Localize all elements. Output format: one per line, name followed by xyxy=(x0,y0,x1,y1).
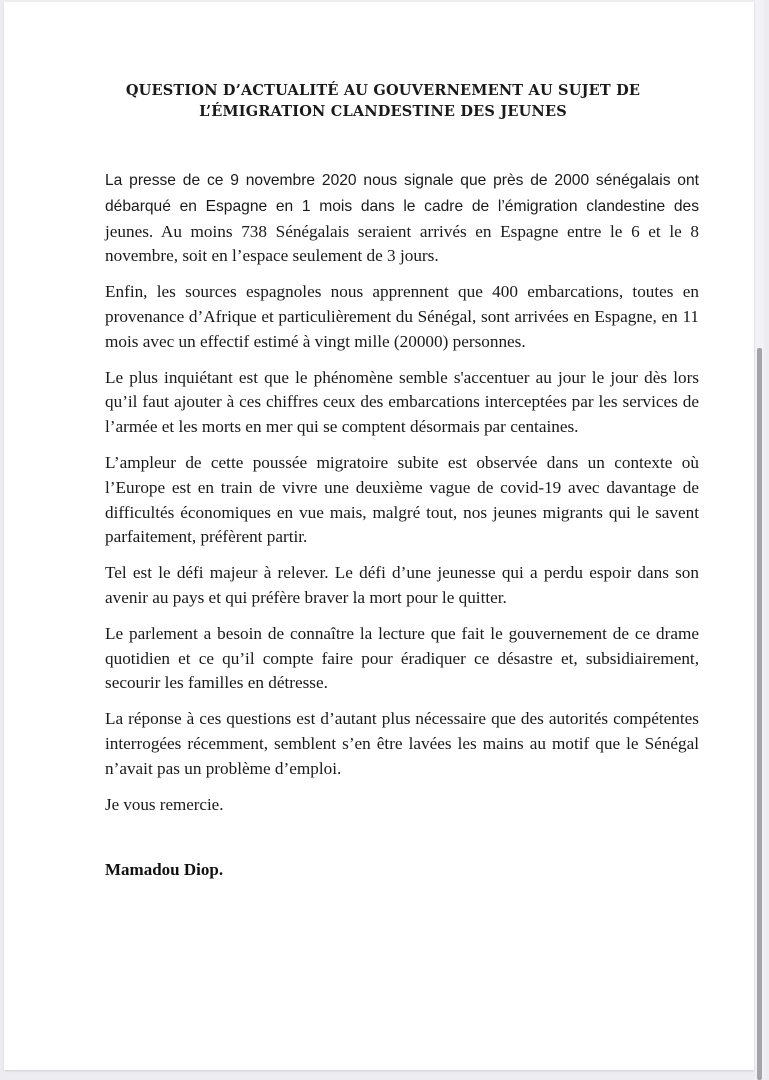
paragraph-2: Enfin, les sources espagnoles nous apprennent que 400 embarcations, toutes en provenance d’Afrique et particulièrement du Sénégal, sont arrivées en Espagne, en 11 mois avec un effectif estimé à vingt mille (20000) personnes. xyxy=(105,282,699,351)
paragraph-4: L’ampleur de cette poussée migratoire subite est observée dans un contexte où l’Europe est en train de vivre une deuxième vague de covid-19 avec davantage de difficultés économiques en vue mais, malgré tout, nos jeunes migrants qui le savent parfaitement, préfèrent partir. xyxy=(105,452,699,547)
title-line-2: L’ÉMIGRATION CLANDESTINE DES JEUNES xyxy=(199,103,567,120)
signature: Mamadou Diop. xyxy=(105,860,224,879)
paragraph-7: La réponse à ces questions est d’autant plus nécessaire que des autorités compétentes interrogées récemment, semblent s’en être lavées les mains au motif que le Sénégal n’avait pas un problème d’emploi. xyxy=(105,709,699,778)
paragraph-1 xyxy=(105,168,699,269)
closing-line: Je vous remercie. xyxy=(105,795,224,814)
paragraph-3: Le plus inquiétant est que le phénomène semble s'accentuer au jour le jour dès lors qu’il faut ajouter à ces chiffres ceux des embarcations interceptées par les services de l’armée et les morts en mer qui se comptent désormais par centaines. xyxy=(105,367,699,437)
paragraph-5: Tel est le défi majeur à relever. Le défi d’une jeunesse qui a perdu espoir dans son avenir au pays et qui préfère braver la mort pour le quitter. xyxy=(105,563,699,607)
document-title xyxy=(100,80,666,122)
paragraph-1-sans-part: La presse de ce 9 novembre 2020 nous signale que près de 2000 sénégalais ont débarqué en Espagne en 1 mois dans le cadre de l’émigration clandestine des xyxy=(105,172,699,215)
vertical-scrollbar-thumb[interactable] xyxy=(757,348,762,1080)
paragraph-1-serif-part: jeunes. Au moins 738 Sénégalais seraient arrivés en Espagne entre le 6 et le 8 novembre, soit en l’espace seulement de 3 jours. xyxy=(105,221,699,266)
title-line-1: QUESTION D’ACTUALITÉ AU GOUVERNEMENT AU SUJET DE xyxy=(125,82,641,99)
paragraph-6: Le parlement a besoin de connaître la lecture que fait le gouvernement de ce drame quotidien et ce qu’il compte faire pour éradiquer ce désastre et, subsidiairement, secourir les familles en détresse. xyxy=(105,623,699,693)
document-body xyxy=(105,168,699,793)
